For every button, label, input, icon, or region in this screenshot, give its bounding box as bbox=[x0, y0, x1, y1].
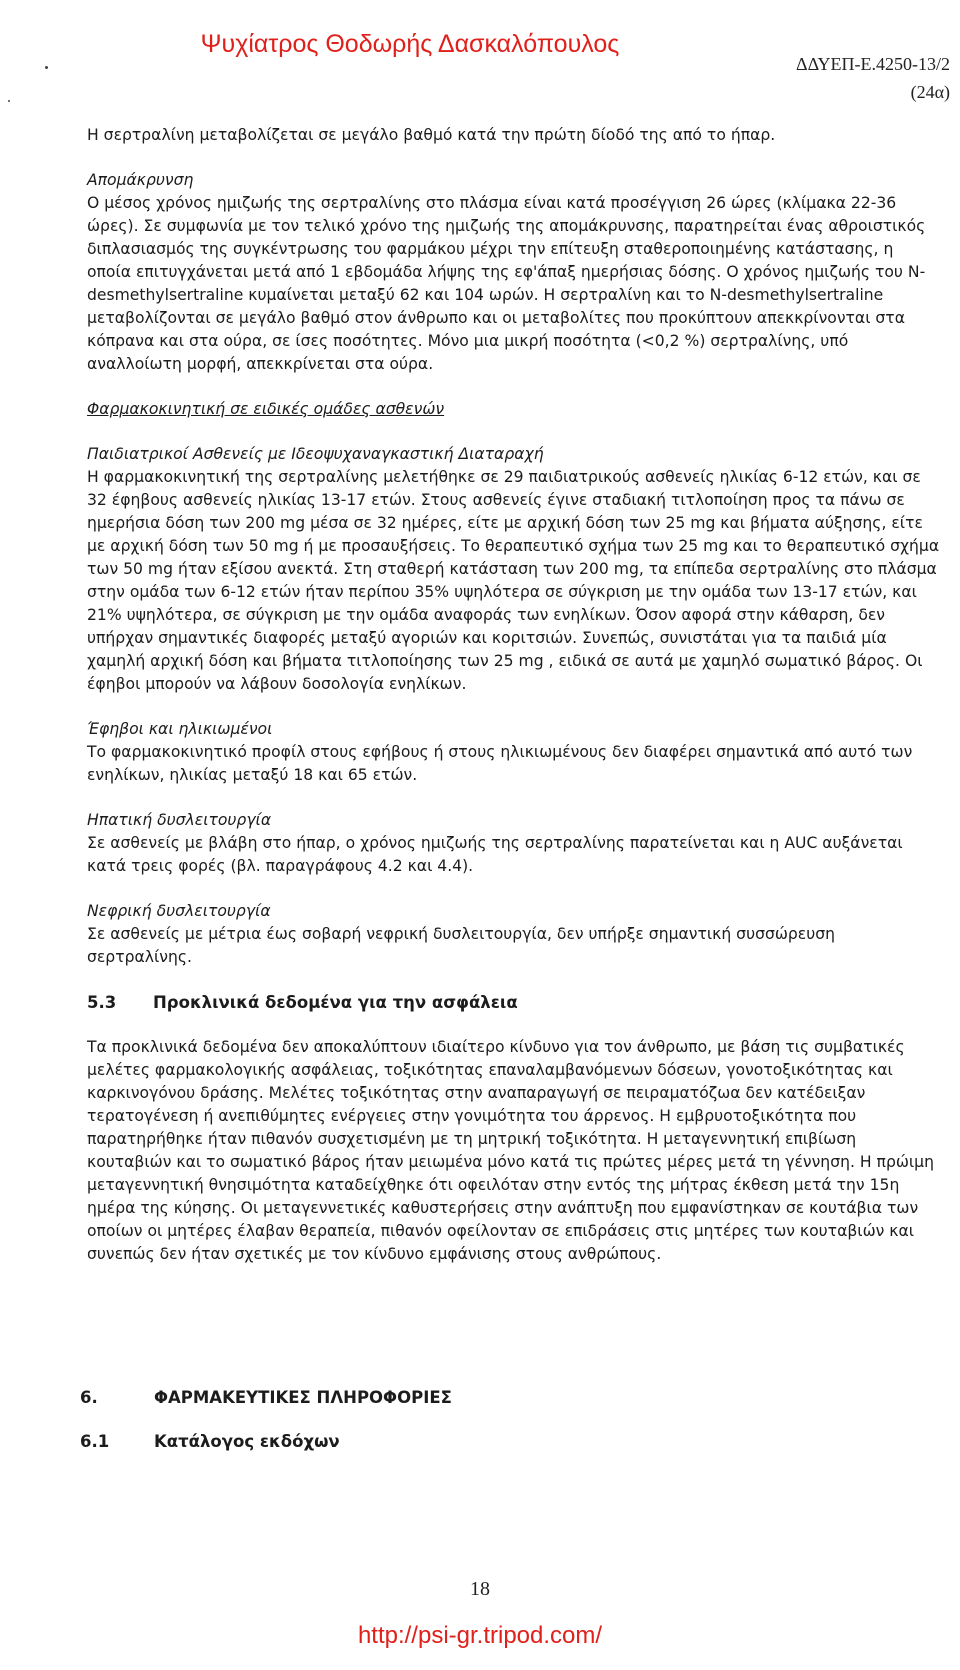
section-5-3-number: 5.3 bbox=[87, 993, 117, 1012]
section-5-3-title: Προκλινικά δεδομένα για την ασφάλεια bbox=[153, 993, 518, 1012]
section-6-heading bbox=[80, 1388, 452, 1407]
adolescents-elderly-paragraph: Το φαρμακοκινητικό προφίλ στους εφήβους ή στους ηλικιωμένους δεν διαφέρει σημαντικά από αυτό των ενηλίκων, ηλικίας μεταξύ 18 και 65 ετών. bbox=[87, 743, 913, 784]
pediatric-paragraph: Η φαρμακοκινητική της σερτραλίνης μελετήθηκε σε 29 παιδιατρικούς ασθενείς ηλικίας 6-12 ετών, και σε 32 έφηβους ασθενείς ηλικίας 13-17 ετών. Στους ασθενείς έγινε σταδιακή τιτλοποίηση προς τα πάνω σε ημερήσια δόση των 200 mg μέσα σε 32 ημέρες, είτε με αρχική δόση των 25 mg και βήματα αύξησης, είτε με αρχική δόση των 50 mg ή με προσαυξήσεις. Το θεραπευτικό σχήμα των 25 mg και το θεραπευτικό σχήμα των 50 mg ήταν εξίσου ανεκτά. Στη σταθερή κατάσταση των 200 mg, τα επίπεδα σερτραλίνης στο πλάσμα στην ομάδα των 6-12 ετών ήταν περίπου 35% υψηλότερα σε σύγκριση με την ομάδα των 13-17 ετών, και 21% υψηλότερα, σε σύγκριση με την ομάδα αναφοράς των ενηλίκων. Όσον αφορά στην κάθαρση, δεν υπήρχαν σημαντικές διαφορές μεταξύ αγοριών και κοριτσιών. Συνεπώς, συνιστάται για τα παιδιά μία χαμηλή αρχική δόση και βήματα τιτλοποίησης των 25 mg , ειδικά σε αυτά με χαμηλό σωματικό βάρος. Οι έφηβοι μπορούν να λάβουν δοσολογία ενηλίκων. bbox=[87, 468, 940, 693]
header-title: Ψυχίατρος Θοδωρής Δασκαλόπουλος bbox=[200, 30, 620, 58]
page-number: 18 bbox=[470, 1578, 490, 1600]
pediatric-heading: Παιδιατρικοί Ασθενείς με Ιδεοψυχαναγκαστική Διαταραχή bbox=[87, 445, 544, 463]
document-code bbox=[796, 50, 950, 106]
hepatic-paragraph: Σε ασθενείς με βλάβη στο ήπαρ, ο χρόνος ημιζωής της σερτραλίνης παρατείνεται και η AUC αυξάνεται κατά τρεις φορές (βλ. παραγράφους 4.2 και 4.4). bbox=[87, 834, 903, 875]
intro-paragraph: Η σερτραλίνη μεταβολίζεται σε μεγάλο βαθμό κατά την πρώτη δίοδό της από το ήπαρ. bbox=[87, 126, 776, 144]
section-6-title: ΦΑΡΜΑΚΕΥΤΙΚΕΣ ΠΛΗΡΟΦΟΡΙΕΣ bbox=[154, 1388, 452, 1407]
hepatic-heading: Ηπατική δυσλειτουργία bbox=[87, 811, 272, 829]
renal-paragraph: Σε ασθενείς με μέτρια έως σοβαρή νεφρική δυσλειτουργία, δεν υπήρξε σημαντική συσσώρευση σερτραλίνης. bbox=[87, 925, 836, 966]
adolescents-elderly-heading: Έφηβοι και ηλικιωμένοι bbox=[87, 720, 273, 738]
section-6-1-heading bbox=[80, 1432, 340, 1451]
section-6-1-title: Κατάλογος εκδόχων bbox=[154, 1432, 340, 1451]
scan-speck bbox=[45, 66, 48, 69]
special-groups-heading: Φαρμακοκινητική σε ειδικές ομάδες ασθενών bbox=[87, 400, 445, 418]
document-code-main: ΔΔΥΕΠ-Ε.4250-13/2 bbox=[796, 54, 950, 74]
document-code-sub: (24α) bbox=[910, 82, 950, 102]
document-body bbox=[87, 124, 942, 1266]
footer-url[interactable]: http://psi-gr.tripod.com/ bbox=[357, 1622, 603, 1649]
section-5-3-paragraph: Τα προκλινικά δεδομένα δεν αποκαλύπτουν ιδιαίτερο κίνδυνο για τον άνθρωπο, με βάση τις συμβατικές μελέτες φαρμακολογικής ασφάλειας, τοξικότητας επαναλαμβανόμενων δόσεων, γονοτοξικότητας και καρκινογόνου δράσης. Μελέτες τοξικότητας στην αναπαραγωγή σε πειραματόζωα δεν κατέδειξαν τερατογένεση ή ανεπιθύμητες ενέργειες στην γονιμότητα του άρρενος. Η εμβρυοτοξικότητα που παρατηρήθηκε ήταν πιθανόν συσχετισμένη με τη μητρική τοξικότητα. Η μεταγεννητική επιβίωση κουταβιών και το σωματικό βάρος ήταν μειωμένα μόνο κατά τις πρώτες μέρες μετά τη γέννηση. Η πρώιμη μεταγεννητική θνησιμότητα καταδείχθηκε ότι οφειλόταν στην εντός της μήτρας έκθεση μετά την 15η ημέρα της κύησης. Οι μεταγεννετικές καθυστερήσεις στην ανάπτυξη που εμφανίστηκαν σε κουτάβια των οποίων οι μητέρες έλαβαν θεραπεία, πιθανόν οφείλονταν σε επιδράσεις στις μητέρες των κουταβιών και συνεπώς δεν ήταν σχετικές με τον κίνδυνο εμφάνισης στους ανθρώπους. bbox=[87, 1038, 934, 1263]
section-6-number: 6. bbox=[80, 1388, 98, 1407]
elimination-paragraph: Ο μέσος χρόνος ημιζωής της σερτραλίνης στο πλάσμα είναι κατά προσέγγιση 26 ώρες (κλίμακα 22-36 ώρες). Σε συμφωνία με τον τελικό χρόνο της ημιζωής της απομάκρυνσης, παρατηρείται ένας αθροιστικός διπλασιασμός της συγκέντρωσης του φαρμάκου μέχρι την επίτευξη σταθεροποιημένης κατάστασης, η οποία επιτυγχάνεται μετά από 1 εβδομάδα λήψης της εφ'άπαξ ημερήσιας δόσης. Ο χρόνος ημιζωής του N-desmethylsertraline κυμαίνεται μεταξύ 62 και 104 ωρών. Η σερτραλίνη και το N-desmethylsertraline μεταβολίζονται σε μεγάλο βαθμό στον άνθρωπο και οι μεταβολίτες που προκύπτουν απεκκρίνονται στα κόπρανα και στα ούρα, σε ίσες ποσότητες. Μόνο μια μικρή ποσότητα (<0,2 %) σερτραλίνης, υπό αναλλοίωτη μορφή, απεκκρίνεται στα ούρα. bbox=[87, 194, 926, 373]
section-6-1-number: 6.1 bbox=[80, 1432, 110, 1451]
scan-speck bbox=[8, 100, 10, 102]
section-5-3-heading bbox=[87, 991, 942, 1014]
elimination-heading: Απομάκρυνση bbox=[87, 171, 194, 189]
renal-heading: Νεφρική δυσλειτουργία bbox=[87, 902, 271, 920]
